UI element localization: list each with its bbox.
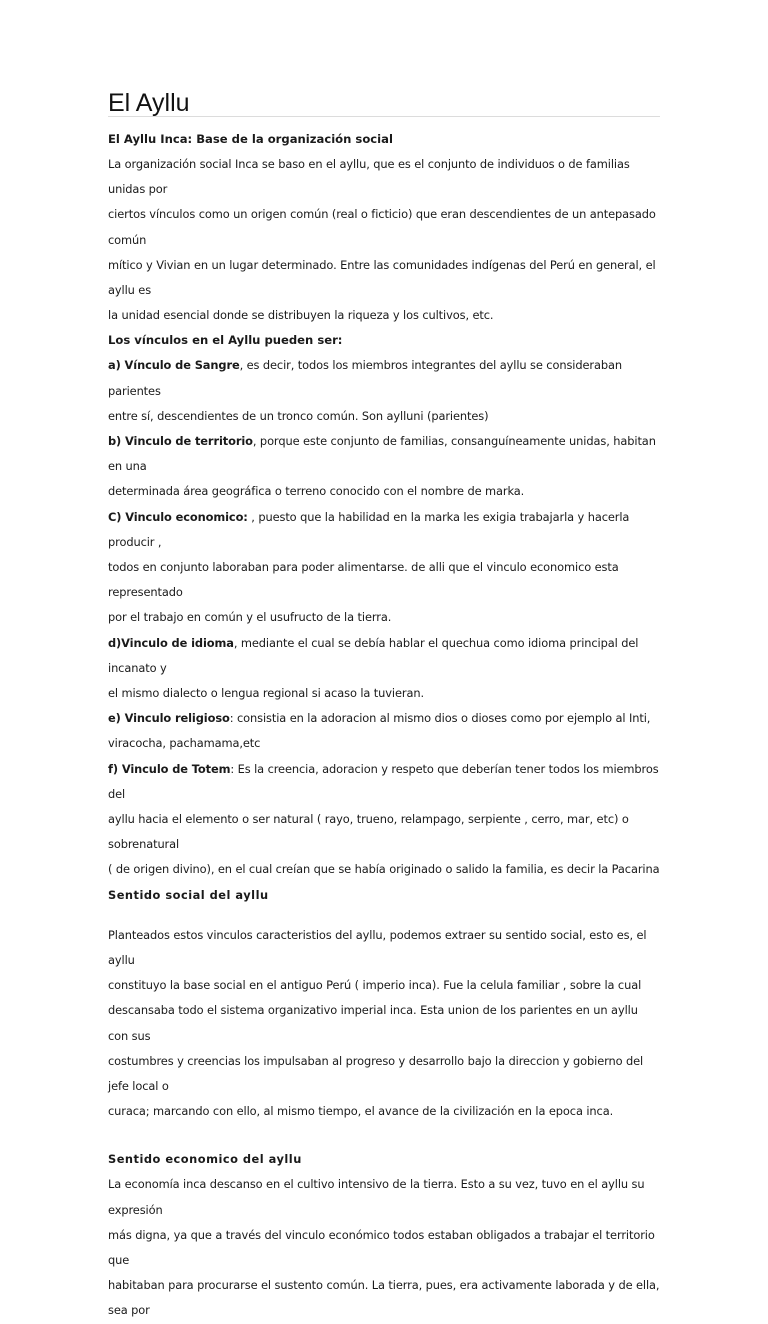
text-line: Planteados estos vinculos caracteristios del ayllu, podemos extraer su sentido social, esto es, el ayllu <box>108 927 647 967</box>
text-line: ciertos vínculos como un origen común (real o ficticio) que eran descendientes de un antepasado común <box>108 207 656 247</box>
text-line: La economía inca descanso en el cultivo intensivo de la tierra. Esto a su vez, tuvo en el ayllu su expresión <box>108 1177 645 1217</box>
title-divider <box>108 116 660 117</box>
intro-paragraph <box>108 152 660 328</box>
text-line: todos en conjunto laboraban para poder alimentarse. de alli que el vinculo economico esta representado <box>108 560 619 600</box>
text-line: ( de origen divino), en el cual creían que se había originado o salido la familia, es decir la Pacarina <box>108 862 660 877</box>
vinculo-b <box>108 429 660 505</box>
vinculo-text: : Es la creencia, adoracion y respeto que deberían tener todos los miembros del <box>108 761 659 801</box>
text-line: por el trabajo en común y el usufructo de la tierra. <box>108 610 392 625</box>
text-line: curaca; marcando con ello, al mismo tiempo, el avance de la civilización en la epoca inca. <box>108 1104 614 1119</box>
vinculos-heading: Los vínculos en el Ayllu pueden ser: <box>108 333 343 348</box>
text-line: ayllu hacia el elemento o ser natural ( rayo, trueno, relampago, serpiente , cerro, mar, etc) o sobrenatural <box>108 812 629 852</box>
vinculo-text: , porque este conjunto de familias, consanguíneamente unidas, habitan en una <box>108 434 656 474</box>
text-line: el mismo dialecto o lengua regional si acaso la tuvieran. <box>108 686 424 701</box>
vinculo-text: : consistia en la adoracion al mismo dios o dioses como por ejemplo al Inti, <box>229 711 651 726</box>
text-line: constituyo la base social en el antiguo Perú ( imperio inca). Fue la celula familiar , sobre la cual <box>108 978 642 993</box>
text-line: La organización social Inca se baso en el ayllu, que es el conjunto de individuos o de familias unidas por <box>108 157 630 197</box>
text-line: más digna, ya que a través del vinculo económico todos estaban obligados a trabajar el territorio que <box>108 1227 655 1267</box>
text-line: costumbres y creencias los impulsaban al progreso y desarrollo bajo la direccion y gobierno del jefe local o <box>108 1053 644 1093</box>
subtitle: El Ayllu Inca: Base de la organización social <box>108 132 393 146</box>
text-line: descansaba todo el sistema organizativo imperial inca. Esta union de los parientes en un ayllu con sus <box>108 1003 638 1043</box>
vinculo-d <box>108 631 660 707</box>
vinculo-label: a) Vínculo de Sangre <box>108 358 240 373</box>
vinculo-a <box>108 353 660 429</box>
economic-paragraph <box>108 1172 660 1323</box>
vinculo-label: e) Vinculo religioso <box>108 711 230 726</box>
vinculo-text: , puesto que la habilidad en la marka les exigia trabajarla y hacerla producir , <box>108 509 630 549</box>
vinculo-f <box>108 757 660 883</box>
text-line: la unidad esencial donde se distribuyen la riqueza y los cultivos, etc. <box>108 308 494 323</box>
text-line: determinada área geográfica o terreno conocido con el nombre de marka. <box>108 484 525 499</box>
text-line: viracocha, pachamama,etc <box>108 736 261 751</box>
vinculo-c <box>108 505 660 631</box>
vinculo-label: f) Vinculo de Totem <box>108 761 231 776</box>
vinculo-e <box>108 706 660 756</box>
page-title: El Ayllu <box>108 89 190 117</box>
text-line: mítico y Vivian en un lugar determinado. Entre las comunidades indígenas del Perú en general, el ayllu es <box>108 257 656 298</box>
vinculo-label: d)Vinculo de idioma <box>108 635 234 650</box>
economic-heading: Sentido economico del ayllu <box>108 1152 302 1167</box>
text-line: habitaban para procurarse el sustento común. La tierra, pues, era activamente laborada y de ella, sea por <box>108 1278 660 1318</box>
text-line: entre sí, descendientes de un tronco común. Son aylluni (parientes) <box>108 408 489 423</box>
vinculo-label: b) Vinculo de territorio <box>108 434 253 449</box>
document-page <box>108 88 660 1324</box>
vinculo-text: , mediante el cual se debía hablar el quechua como idioma principal del incanato y <box>108 635 639 675</box>
vinculo-label: C) Vinculo economico: <box>108 509 248 524</box>
vinculo-text: , es decir, todos los miembros integrantes del ayllu se consideraban parientes <box>108 358 622 398</box>
social-heading: Sentido social del ayllu <box>108 887 269 902</box>
